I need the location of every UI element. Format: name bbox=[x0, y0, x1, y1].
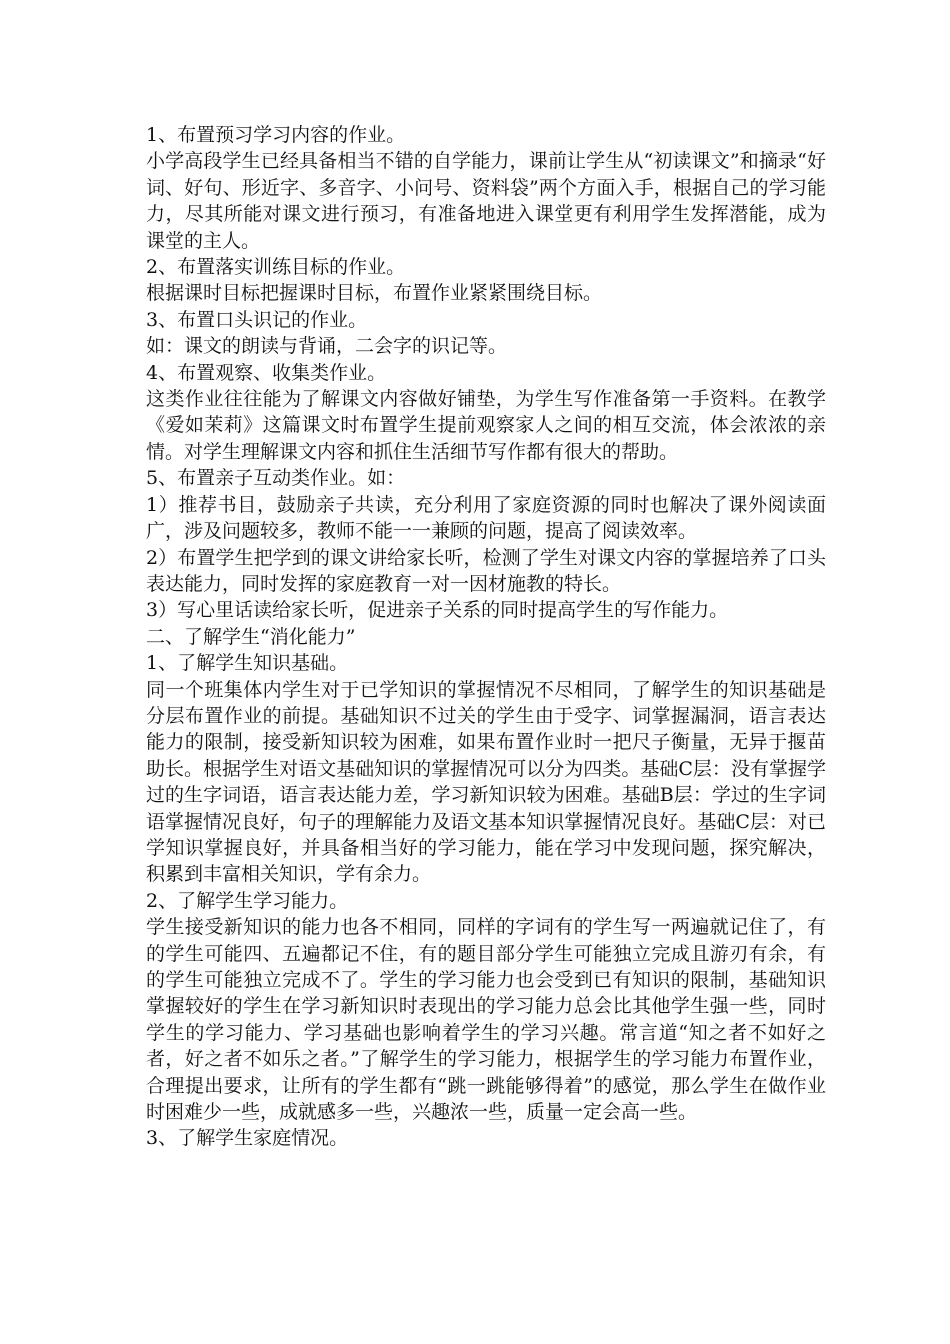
heading-assign-preview: 1、布置预习学习内容的作业。 bbox=[146, 124, 406, 146]
heading-assign-training-goal: 2、布置落实训练目标的作业。 bbox=[146, 256, 406, 279]
paragraph-learning-ability: 学生接受新知识的能力也各不相同，同样的字词有的学生写一两遍就记住了，有的学生可能四、五遍都记不住，有的题目部分学生可能独立完成且游刃有余，有的学生可能独立完成不了。学生的学习能力也会受到已有知识的限制，基础知识掌握较好的学生在学习新知识时表现出的学习能力总会比其他学生强一些，同时学生的学习能力、学习基础也影响着学生的学习兴趣。常言道“知之者不如好之者，好之者不如乐之者。”了解学生的学习能力，根据学生的学习能力布置作业，合理提出要求，让所有的学生都有“跳一跳能够得着”的感觉，那么学生在做作业时困难少一些，成就感多一些，兴趣浓一些，质量一定会高一些。 bbox=[146, 916, 826, 1124]
paragraph-oral-memory: 如：课文的朗读与背诵，二会字的识记等。 bbox=[146, 335, 508, 358]
list-item-write-heart-words: 3）写心里话读给家长听，促进亲子关系的同时提高学生的写作能力。 bbox=[146, 599, 729, 622]
heading-assign-observation: 4、布置观察、收集类作业。 bbox=[146, 361, 387, 384]
paragraph-preview: 小学高段学生已经具备相当不错的自学能力，课前让学生从“初读课文”和摘录“好词、好句、形近字、多音字、小问号、资料袋”两个方面入手，根据自己的学习能力，尽其所能对课文进行预习，有准备地进入课堂更有利用学生发挥潜能，成为课堂的主人。 bbox=[146, 150, 826, 252]
heading-knowledge-base: 1、了解学生知识基础。 bbox=[146, 652, 349, 675]
paragraph-observation: 这类作业往往能为了解课文内容做好铺垫，为学生写作准备第一手资料。在教学《爱如茉莉》这篇课文时布置学生提前观察家人之间的相互交流，体会浓浓的亲情。对学生理解课文内容和抓住生活细节写作都有很大的帮助。 bbox=[146, 388, 826, 463]
paragraph-knowledge-base: 同一个班集体内学生对于已学知识的掌握情况不尽相同，了解学生的知识基础是分层布置作业的前提。基础知识不过关的学生由于受字、词掌握漏洞，语言表达能力的限制，接受新知识较为困难，如果布置作业时一把尺子衡量，无异于揠苗助长。根据学生对语文基础知识的掌握情况可以分为四类。基础C层：没有掌握学过的生字词语，语言表达能力差，学习新知识较为困难。基础B层：学过的生字词语掌握情况良好，句子的理解能力及语文基本知识掌握情况良好。基础C层：对已学知识掌握良好，并具备相当好的学习能力，能在学习中发现问题，探究解决，积累到丰富相关知识，学有余力。 bbox=[146, 678, 826, 886]
list-item-recommend-books: 1）推荐书目，鼓励亲子共读，充分利用了家庭资源的同时也解决了课外阅读面广，涉及问题较多，教师不能一一兼顾的问题，提高了阅读效率。 bbox=[146, 493, 826, 543]
paragraph-training-goal: 根据课时目标把握课时目标，布置作业紧紧围绕目标。 bbox=[146, 282, 603, 305]
document-page bbox=[146, 122, 826, 1152]
list-item-retell-to-parents: 2）布置学生把学到的课文讲给家长听，检测了学生对课文内容的掌握培养了口头表达能力，同时发挥的家庭教育一对一因材施教的特长。 bbox=[146, 546, 826, 595]
heading-family-situation: 3、了解学生家庭情况。 bbox=[146, 1127, 349, 1150]
section-heading-digestion: 二、了解学生“消化能力” bbox=[146, 625, 356, 648]
heading-assign-oral-memory: 3、布置口头识记的作业。 bbox=[146, 308, 368, 331]
heading-learning-ability: 2、了解学生学习能力。 bbox=[146, 889, 349, 912]
heading-assign-parent-child: 5、布置亲子互动类作业。如： bbox=[146, 467, 406, 490]
